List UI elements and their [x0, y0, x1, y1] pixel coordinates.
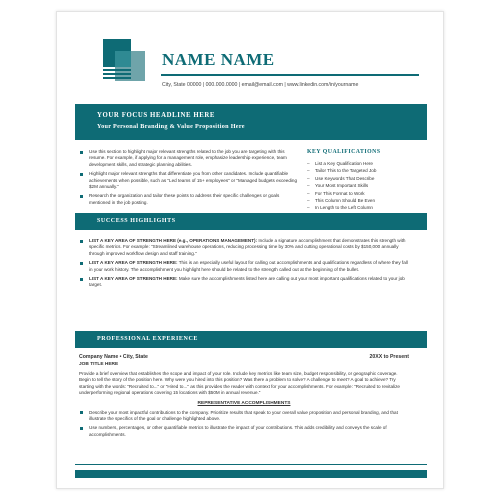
square-bullet-icon — [80, 151, 83, 154]
list-item: Use numbers, percentages, or other quantifiable metrics to illustrate the impact of your contributions. This adds credibility and conveys the scale of accomplishments. — [79, 425, 409, 438]
candidate-name: NAME NAME — [162, 50, 275, 69]
resume-page — [56, 11, 444, 489]
list-item: – In Length to the Left Column — [307, 205, 373, 211]
list-item: LIST A KEY AREA OF STRENGTH HERE (e.g., OPERATIONS MANAGEMENT): Include a signature accomplishment that demonstrates this strength with specific metrics. For example: "Streamlined warehouse operations, reducing processing time by 30% and cutting operational costs by $150,000 annually through improved workflow design and staff training." — [79, 238, 409, 257]
square-bullet-icon — [80, 195, 83, 198]
footer-rule — [75, 464, 427, 465]
focus-subheadline: Your Personal Branding & Value Proposition Here — [97, 123, 245, 130]
focus-banner — [75, 104, 427, 140]
list-item: Describe your most impactful contributions to the company. Prioritize results that speak to your overall value proposition and personal branding, and that illustrate the specifics of the goal or challenge highlighted above. — [79, 410, 409, 423]
job-overview: Provide a brief overview that establishes the scope and impact of your role. Include key metrics like team size, budget responsibility, or geographic coverage. Begin to tell the story of the position here. Why were you hired into this position? Was there a problem to solve? A challenge to meet? A goal to achieve? Try starting with the words: "Recruited to..." or "Hired to..." as this provides the reader with context for your accomplishments. For example: "Recruited to revitalize underperforming regional operations covering 15 locations with $50M in annual revenue." — [79, 371, 400, 396]
professional-experience-banner: PROFESSIONAL EXPERIENCE — [75, 331, 427, 348]
job-dates: 20XX to Present — [369, 354, 409, 360]
footer-bar — [75, 470, 427, 478]
list-item: Use this section to highlight major relevant strengths related to the job you are targeting with this resume. For example, if applying for a management role, emphasize leadership experience, team development skills, and strategic planning abilities. — [79, 149, 299, 168]
key-qualifications — [307, 149, 407, 219]
list-item: – List a Key Qualification Here — [307, 161, 373, 166]
square-bullet-icon — [80, 173, 83, 176]
square-bullet-icon — [80, 411, 83, 414]
success-highlights-banner: SUCCESS HIGHLIGHTS — [75, 213, 427, 230]
logo-squares-icon — [103, 39, 147, 83]
square-bullet-icon — [80, 240, 83, 243]
square-bullet-icon — [80, 262, 83, 265]
experience-section — [79, 354, 409, 441]
square-bullet-icon — [80, 427, 83, 430]
focus-bullets — [79, 149, 299, 209]
list-item: – Use Keywords That Describe — [307, 175, 375, 181]
list-item: – Your Most Important Skills — [307, 183, 369, 189]
contact-line: City, State 00000 | 000.000.0000 | email@email.com | www.linkedin.com/in/yourname — [162, 82, 359, 88]
list-item: – This Column Should Be Even — [307, 198, 376, 204]
list-item: – Tailor This to the Targeted Job — [307, 168, 377, 174]
name-divider — [161, 74, 419, 76]
list-item: Research the organization and tailor these points to address their specific challenges or goals mentioned in the job posting. — [79, 193, 299, 206]
list-item: – For This Format to Work — [307, 190, 365, 196]
list-item: LIST A KEY AREA OF STRENGTH HERE: Make sure the accomplishments listed here are calling out your most important qualifications related to your job target. — [79, 276, 409, 289]
success-highlights — [79, 238, 409, 292]
list-item: Highlight major relevant strengths that differentiate you from other candidates. Include quantifiable achievements when possible, such as "Led teams of 15+ employees" or "Managed budgets exceeding $2M annually." — [79, 171, 299, 190]
key-qualifications-heading: KEY QUALIFICATIONS — [307, 149, 381, 155]
accomplishments-heading: REPRESENTATIVE ACCOMPLISHMENTS — [197, 400, 291, 406]
job-title: JOB TITLE HERE — [79, 362, 119, 367]
square-bullet-icon — [80, 278, 83, 281]
focus-headline: YOUR FOCUS HEADLINE HERE — [97, 112, 216, 119]
company-line: Company Name • City, State — [79, 354, 148, 360]
list-item: LIST A KEY AREA OF STRENGTH HERE: This is an especially useful layout for calling out accomplishments and qualifications regardless of where they fall in your work history. The accomplishment you highlight here should be related to the strength called out at the beginning of the bullet. — [79, 260, 409, 273]
